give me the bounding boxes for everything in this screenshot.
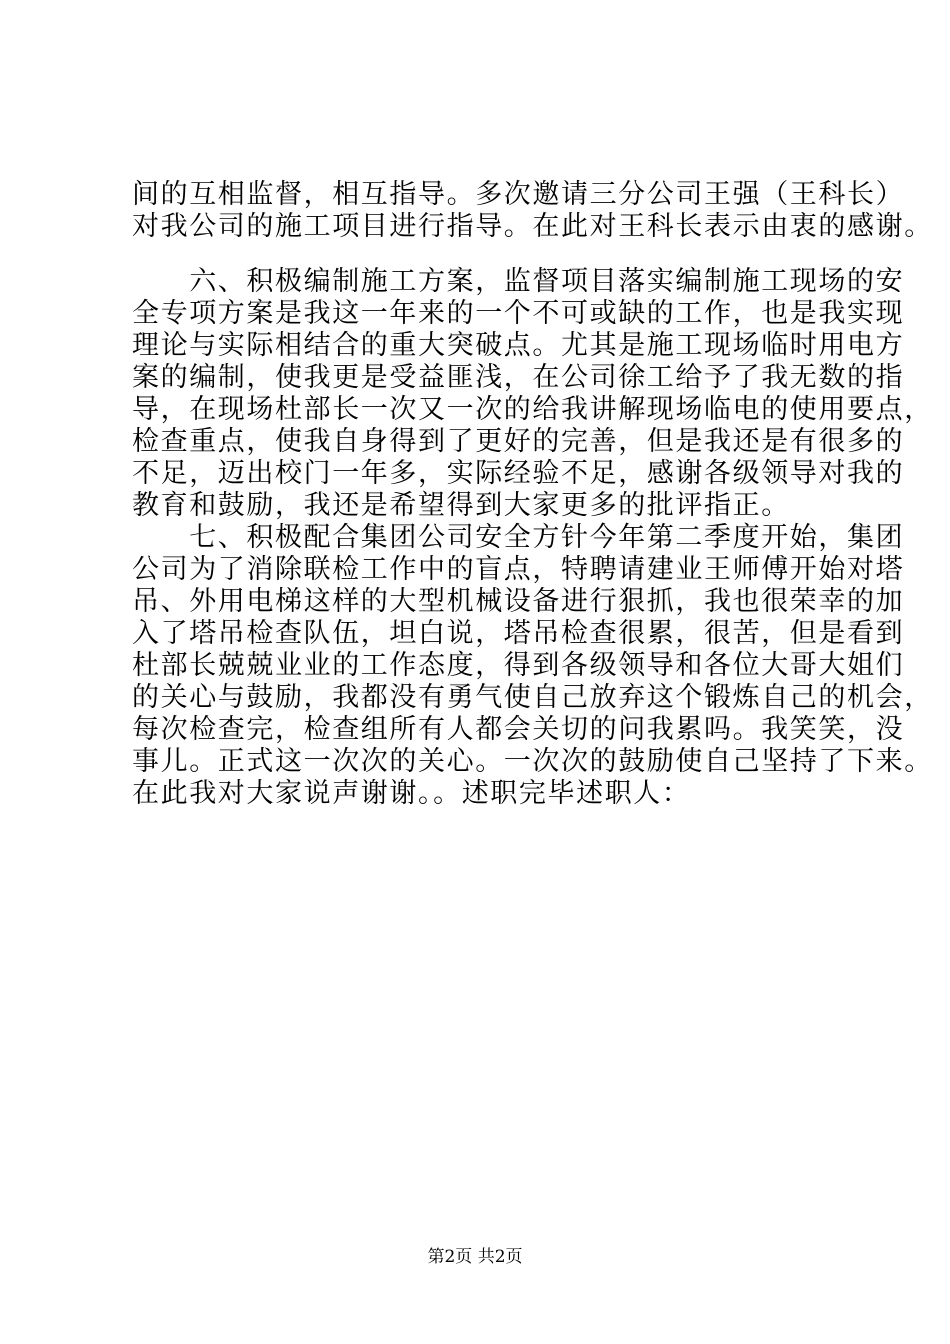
text-line: 间的互相监督，相互指导。多次邀请三分公司王强（王科长） [132,179,905,210]
text-line: 案的编制，使我更是受益匪浅，在公司徐工给予了我无数的指 [132,362,905,393]
text-line: 在此我对大家说声谢谢。。述职完毕述职人： [132,778,691,809]
page-number-footer: 第2页 共2页 [427,1247,523,1267]
text-line: 全专项方案是我这一年来的一个不可或缺的工作，也是我实现 [132,298,905,329]
text-line: 检查重点，使我自身得到了更好的完善，但是我还是有很多的 [132,426,905,457]
text-line: 的关心与鼓励，我都没有勇气使自己放弃这个锻炼自己的机会， [132,682,933,713]
text-line: 不足，迈出校门一年多，实际经验不足，感谢各级领导对我的 [132,458,905,489]
text-line: 事儿。正式这一次次的关心。一次次的鼓励使自己坚持了下来。 [132,746,933,777]
text-line: 入了塔吊检查队伍，坦白说，塔吊检查很累，很苦，但是看到 [132,618,905,649]
text-line: 六、积极编制施工方案，监督项目落实编制施工现场的安 [132,266,905,297]
text-line: 教育和鼓励，我还是希望得到大家更多的批评指正。 [132,490,790,521]
text-line: 吊、外用电梯这样的大型机械设备进行狠抓，我也很荣幸的加 [132,586,905,617]
text-line: 杜部长兢兢业业的工作态度，得到各级领导和各位大哥大姐们 [132,650,905,681]
text-line: 对我公司的施工项目进行指导。在此对王科长表示由衷的感谢。 [132,211,933,242]
text-line: 公司为了消除联检工作中的盲点，特聘请建业王师傅开始对塔 [132,554,905,585]
text-line: 每次检查完，检查组所有人都会关切的问我累吗。我笑笑，没 [132,714,905,745]
text-line: 导，在现场杜部长一次又一次的给我讲解现场临电的使用要点， [132,394,933,425]
text-line: 七、积极配合集团公司安全方针今年第二季度开始，集团 [132,522,905,553]
text-line: 理论与实际相结合的重大突破点。尤其是施工现场临时用电方 [132,330,905,361]
